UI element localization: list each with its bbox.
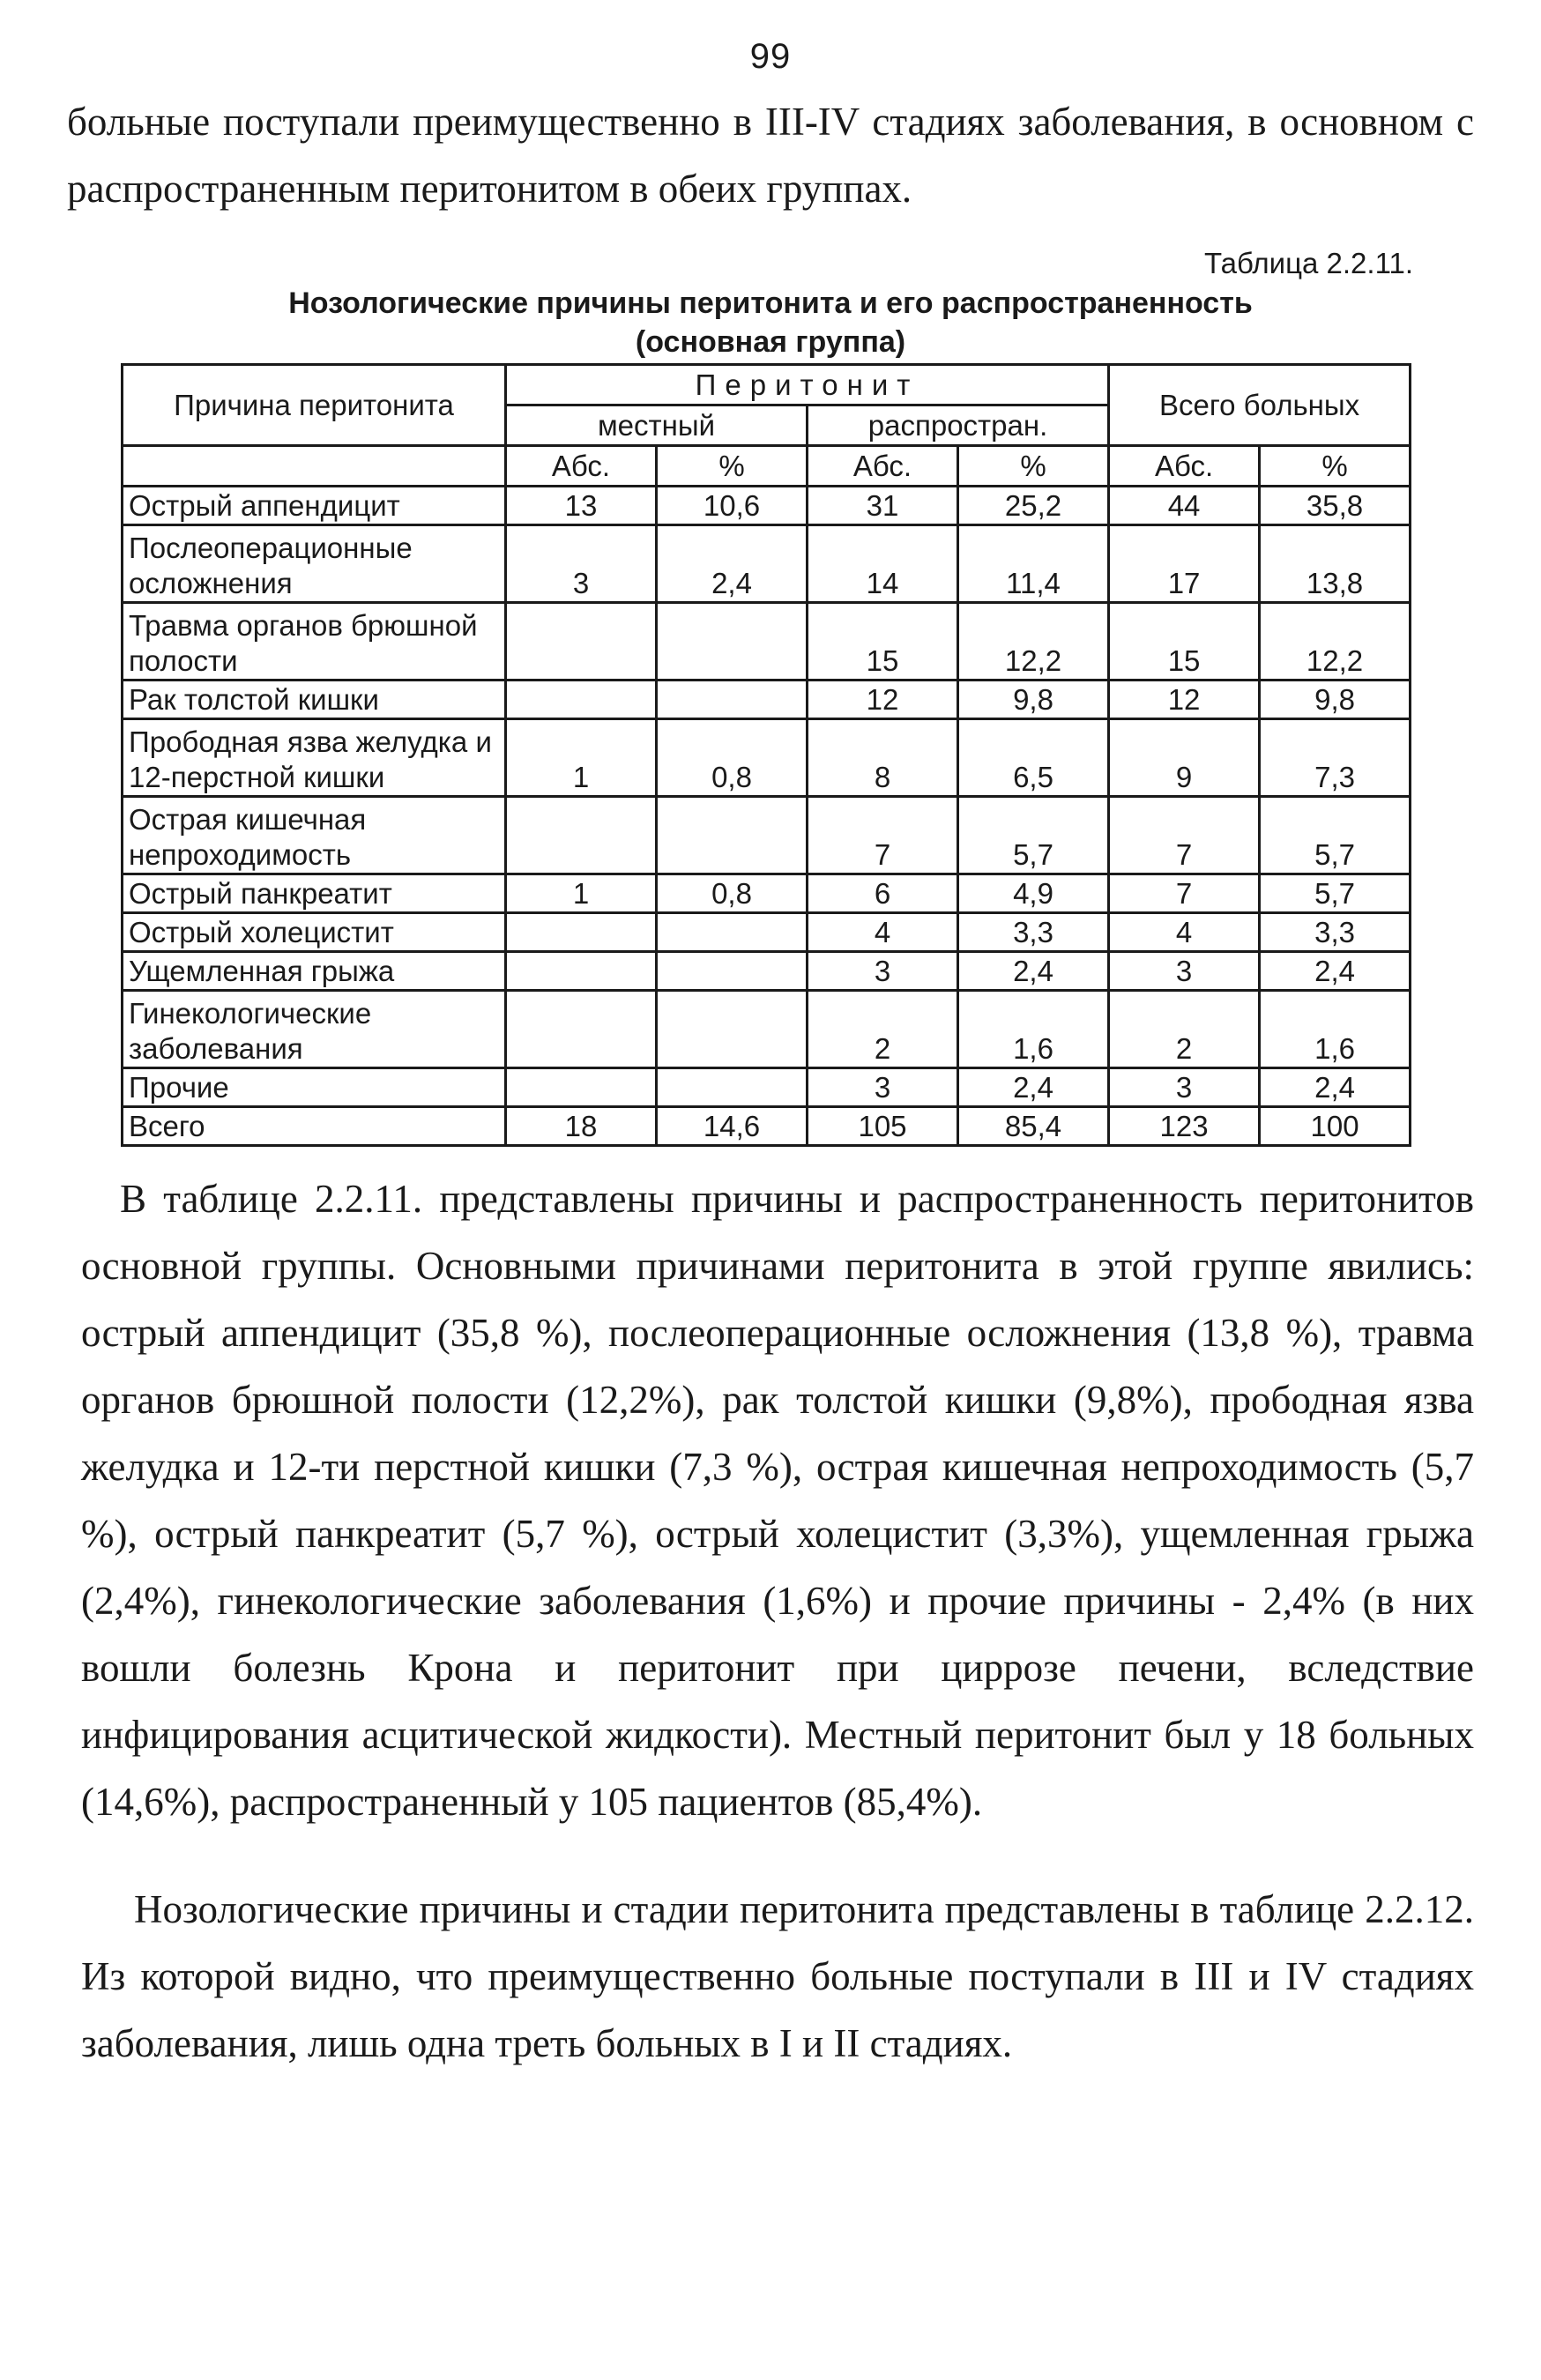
- table-row: [123, 1068, 1411, 1107]
- cell-tot-abs: 9: [1109, 719, 1260, 797]
- cell-tot-pct: 5,7: [1260, 797, 1411, 874]
- table-row: [123, 952, 1411, 991]
- cell-spr-pct: 5,7: [958, 797, 1109, 874]
- table-row: [123, 487, 1411, 525]
- table-title: [0, 284, 1541, 361]
- cell-cause: Травма органов брюшной полости: [123, 603, 506, 681]
- table-row: [123, 913, 1411, 952]
- cell-spr-abs: 31: [808, 487, 958, 525]
- cell-tot-pct: 9,8: [1260, 681, 1411, 719]
- cell-tot-pct: 2,4: [1260, 1068, 1411, 1107]
- cell-loc-abs: [506, 1068, 657, 1107]
- table-row: [123, 681, 1411, 719]
- cell-loc-abs: 1: [506, 874, 657, 913]
- cell-spr-abs: 6: [808, 874, 958, 913]
- header-local-pct: %: [657, 446, 808, 487]
- cell-tot-pct: 100: [1260, 1107, 1411, 1146]
- cell-spr-abs: 4: [808, 913, 958, 952]
- cell-cause: Послеоперационные осложнения: [123, 525, 506, 603]
- cell-loc-abs: [506, 681, 657, 719]
- header-empty-cell: [123, 446, 506, 487]
- cell-spr-pct: 85,4: [958, 1107, 1109, 1146]
- cell-spr-pct: 4,9: [958, 874, 1109, 913]
- cell-tot-abs: 12: [1109, 681, 1260, 719]
- cell-tot-abs: 123: [1109, 1107, 1260, 1146]
- cell-tot-pct: 7,3: [1260, 719, 1411, 797]
- cell-spr-abs: 12: [808, 681, 958, 719]
- cell-spr-abs: 15: [808, 603, 958, 681]
- cell-cause: Прободная язва желудка и 12-перстной кишки: [123, 719, 506, 797]
- peritonitis-causes-table: [121, 363, 1411, 1147]
- cell-loc-pct: [657, 913, 808, 952]
- cell-cause: Рак толстой кишки: [123, 681, 506, 719]
- cell-tot-pct: 5,7: [1260, 874, 1411, 913]
- cell-cause: Гинекологические заболевания: [123, 991, 506, 1068]
- cell-tot-pct: 1,6: [1260, 991, 1411, 1068]
- table-row: [123, 1107, 1411, 1146]
- header-total: Всего больных: [1109, 365, 1411, 446]
- cell-tot-abs: 3: [1109, 952, 1260, 991]
- cell-spr-abs: 3: [808, 952, 958, 991]
- header-spread-abs: Абс.: [808, 446, 958, 487]
- cell-loc-abs: 13: [506, 487, 657, 525]
- header-spread-pct: %: [958, 446, 1109, 487]
- cell-loc-pct: 0,8: [657, 719, 808, 797]
- cell-tot-pct: 13,8: [1260, 525, 1411, 603]
- cell-loc-abs: [506, 797, 657, 874]
- cell-tot-abs: 44: [1109, 487, 1260, 525]
- table-number: Таблица 2.2.11.: [1203, 247, 1413, 279]
- header-cause: Причина перитонита: [123, 365, 506, 446]
- header-peritonitis: Перитонит: [506, 365, 1109, 405]
- header-spread: распростран.: [808, 405, 1109, 446]
- cell-cause: Острый холецистит: [123, 913, 506, 952]
- cell-tot-abs: 7: [1109, 797, 1260, 874]
- cell-loc-pct: [657, 797, 808, 874]
- cell-loc-abs: [506, 913, 657, 952]
- table-row: [123, 525, 1411, 603]
- cell-tot-abs: 4: [1109, 913, 1260, 952]
- paragraph-next-table: Нозологические причины и стадии перитонита представлены в таблице 2.2.12. Из которой видно, что преимущественно больные поступали в III и IV стадиях заболевания, лишь одна треть больных в I и II стадиях.: [81, 1887, 1474, 2065]
- paragraph-table-description: В таблице 2.2.11. представлены причины и распространенность перитонитов основной группы. Основными причинами перитонита в этой группе явились: острый аппендицит (35,8 %), послеоперационные осложнения (13,8 %), травма органов брюшной полости (12,2%), рак толстой кишки (9,8%), прободная язва желудка и 12-ти перстной кишки (7,3 %), острая кишечная непроходимость (5,7 %), острый панкреатит (5,7 %), острый холецистит (3,3%), ущемленная грыжа (2,4%), гинекологические заболевания (1,6%) и прочие причины - 2,4% (в них вошли болезнь Крона и перитонит при циррозе печени, вследствие инфицирования асцитической жидкости). Местный перитонит был у 18 больных (14,6%), распространенный у 105 пациентов (85,4%).: [81, 1177, 1474, 1824]
- cell-cause: Острая кишечная непроходимость: [123, 797, 506, 874]
- header-local: местный: [506, 405, 808, 446]
- cell-loc-pct: 10,6: [657, 487, 808, 525]
- cell-loc-pct: [657, 1068, 808, 1107]
- cell-spr-pct: 9,8: [958, 681, 1109, 719]
- cell-loc-pct: 0,8: [657, 874, 808, 913]
- cell-spr-abs: 7: [808, 797, 958, 874]
- cell-loc-pct: 14,6: [657, 1107, 808, 1146]
- cell-loc-abs: 1: [506, 719, 657, 797]
- table-title-line-1: Нозологические причины перитонита и его распространенность: [288, 286, 1253, 320]
- cell-loc-abs: [506, 952, 657, 991]
- cell-spr-pct: 25,2: [958, 487, 1109, 525]
- cell-spr-pct: 6,5: [958, 719, 1109, 797]
- cell-loc-abs: 18: [506, 1107, 657, 1146]
- cell-loc-pct: [657, 991, 808, 1068]
- table-row: [123, 719, 1411, 797]
- cell-spr-abs: 3: [808, 1068, 958, 1107]
- cell-spr-abs: 2: [808, 991, 958, 1068]
- cell-spr-pct: 3,3: [958, 913, 1109, 952]
- cell-loc-pct: [657, 952, 808, 991]
- cell-tot-pct: 35,8: [1260, 487, 1411, 525]
- cell-loc-abs: [506, 603, 657, 681]
- cell-spr-pct: 2,4: [958, 952, 1109, 991]
- table-row: [123, 874, 1411, 913]
- cell-spr-pct: 2,4: [958, 1068, 1109, 1107]
- paragraph-intro: больные поступали преимущественно в III-IV стадиях заболевания, в основном с распространенным перитонитом в обеих группах.: [67, 100, 1474, 211]
- cell-cause: Острый аппендицит: [123, 487, 506, 525]
- cell-tot-pct: 2,4: [1260, 952, 1411, 991]
- cell-cause: Всего: [123, 1107, 506, 1146]
- cell-spr-abs: 8: [808, 719, 958, 797]
- cell-loc-pct: [657, 681, 808, 719]
- cell-spr-pct: 1,6: [958, 991, 1109, 1068]
- cell-loc-abs: [506, 991, 657, 1068]
- table-row: [123, 603, 1411, 681]
- cell-spr-pct: 11,4: [958, 525, 1109, 603]
- cell-cause: Острый панкреатит: [123, 874, 506, 913]
- cell-loc-pct: [657, 603, 808, 681]
- cell-spr-abs: 105: [808, 1107, 958, 1146]
- cell-tot-abs: 3: [1109, 1068, 1260, 1107]
- page-number: 99: [749, 37, 792, 76]
- header-total-abs: Абс.: [1109, 446, 1260, 487]
- table-row: [123, 991, 1411, 1068]
- cell-tot-abs: 15: [1109, 603, 1260, 681]
- cell-tot-abs: 17: [1109, 525, 1260, 603]
- cell-tot-abs: 7: [1109, 874, 1260, 913]
- cell-tot-abs: 2: [1109, 991, 1260, 1068]
- cell-tot-pct: 3,3: [1260, 913, 1411, 952]
- cell-loc-pct: 2,4: [657, 525, 808, 603]
- cell-cause: Прочие: [123, 1068, 506, 1107]
- header-total-pct: %: [1260, 446, 1411, 487]
- cell-cause: Ущемленная грыжа: [123, 952, 506, 991]
- cell-tot-pct: 12,2: [1260, 603, 1411, 681]
- cell-spr-pct: 12,2: [958, 603, 1109, 681]
- cell-loc-abs: 3: [506, 525, 657, 603]
- header-local-abs: Абс.: [506, 446, 657, 487]
- table-row: [123, 797, 1411, 874]
- table-title-line-2: (основная группа): [635, 325, 906, 359]
- cell-spr-abs: 14: [808, 525, 958, 603]
